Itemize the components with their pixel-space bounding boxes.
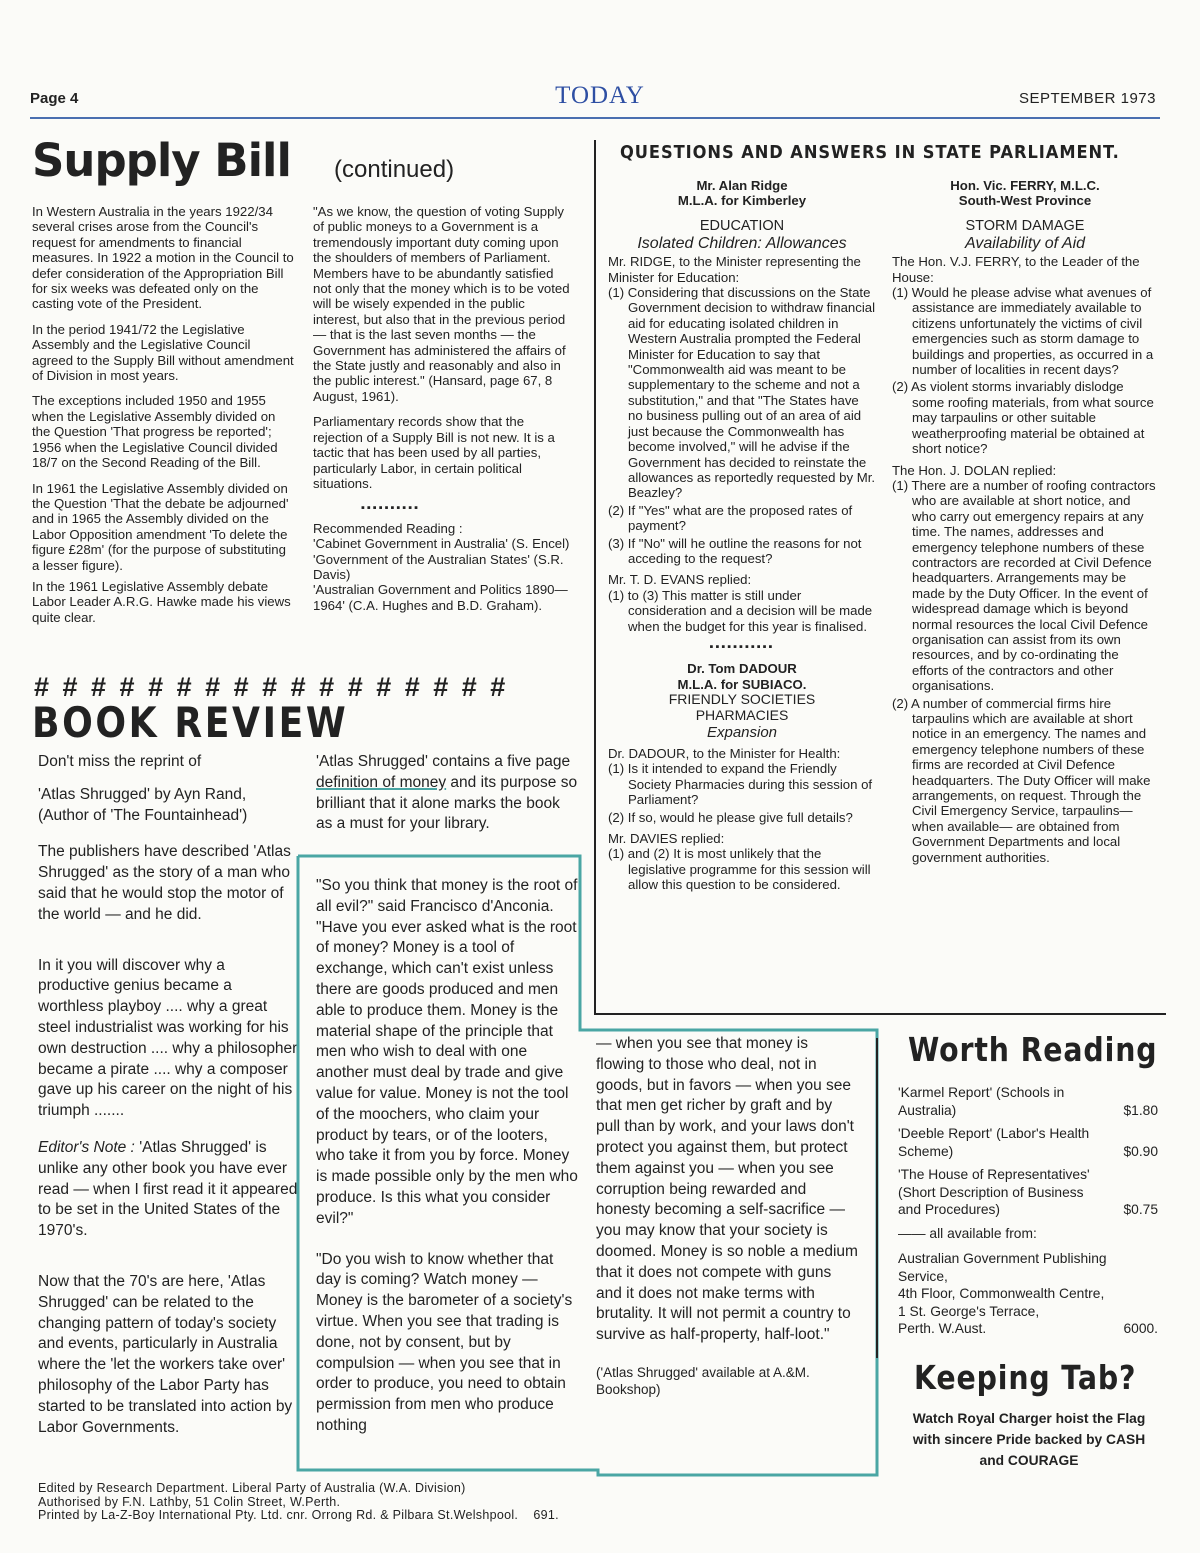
reply-list (608, 588, 876, 634)
item-name: 'Deeble Report' (Labor's Health Scheme) (898, 1126, 1090, 1159)
address-line: 1 St. George's Terrace, (898, 1303, 1040, 1319)
recommended-heading: Recommended Reading : (313, 520, 463, 536)
paragraph: In the 1961 Legislative Assembly debate Labor Leader A.R.G. Hawke made his views quite clear. (32, 578, 291, 625)
separator-dots: ▪▪▪▪▪▪▪▪▪▪▪ (709, 640, 775, 653)
paragraph: In Western Australia in the years 1922/34 several crises arose from the Council's request for amendments to financial measures. In 1922 a motion in the Council to defer consideration of the Appropriation Bill for six weeks was defeated only on the casting vote of the President. (32, 204, 294, 312)
member-seat: M.L.A. for SUBIACO. (677, 676, 807, 692)
question-list (608, 761, 876, 825)
qa-left-column (608, 178, 876, 899)
question-intro: Dr. DADOUR, to the Minister for Health: (608, 746, 841, 761)
page-number: Page 4 (30, 90, 79, 107)
recommended-item: 'Government of the Australian States' (S.R. Davis) (313, 551, 564, 582)
paragraph: In 1961 the Legislative Assembly divided on the Question 'That the debate be adjourned' and in 1965 the Assembly divided on the Labor Opposition amendment 'To delete the figure £28m' (for the purpose of substituting a lesser figure). (32, 480, 289, 573)
reply-list (892, 478, 1158, 865)
member-seat: South-West Province (958, 193, 1092, 209)
availability-note: ('Atlas Shrugged' available at A.&M. Bookshop) (596, 1364, 810, 1397)
member-name: Hon. Vic. FERRY, M.L.C. (950, 178, 1100, 193)
item-price: $1.80 (1123, 1102, 1158, 1118)
question: (2) If so, would he please give full details? (608, 809, 853, 825)
paragraph: The exceptions included 1950 and 1955 when the Legislative Assembly divided on the Question 'That progress be reported'; 1956 when the Legislative Council divided 18/7 on the Second Reading of the Bill. (32, 393, 278, 471)
item-name: 'The House of Representatives' (Short Description of Business and Procedures) (898, 1167, 1090, 1217)
footer (38, 1482, 559, 1523)
list-item (898, 1125, 1158, 1160)
question: (1) Is it intended to expand the Friendly Society Pharmacies during this session of Parliament? (608, 761, 873, 808)
reply: (1) and (2) It is most unlikely that the legislative programme for this session will allow this question to be considered. (608, 846, 871, 893)
recommended-item: 'Cabinet Government in Australia' (S. Encel) (313, 536, 570, 552)
subtopic: Expansion (706, 724, 778, 741)
masthead-title: TODAY (555, 82, 645, 109)
keeping-tab-title: Keeping Tab? (914, 1358, 1137, 1397)
available-from: —— all available from: (898, 1225, 1037, 1241)
definition-of-money-link: definition of money (316, 773, 447, 791)
footer-line: Edited by Research Department. Liberal Party of Australia (W.A. Division) (38, 1481, 466, 1495)
qa-title: QUESTIONS AND ANSWERS IN STATE PARLIAMENT. (620, 143, 1120, 163)
subtopic: Isolated Children: Allowances (637, 235, 847, 253)
footer-line (38, 1509, 559, 1523)
paragraph: In it you will discover why a productive genius became a worthless playboy .... why a great steel industrialist was working for his own destruction .... why a philosopher became a pirate .... why a composer gave up his career on the night of his triumph ....... (38, 956, 298, 1120)
keeping-tab-text: Watch Royal Charger hoist the Flag with sincere Pride backed by CASH and COURAGE (912, 1411, 1146, 1468)
member-name: Mr. Alan Ridge (696, 178, 788, 193)
footer-code: 691. (533, 1508, 559, 1522)
paragraph: 'Atlas Shrugged' by Ayn Rand, (Author of 'The Fountainhead') (38, 785, 248, 824)
editors-note-text: 'Atlas Shrugged' is unlike any other book you have ever read — when I first read it it appeared to be set in the United States of the 1970's. (38, 1138, 298, 1240)
text: 'Atlas Shrugged' contains a five page (316, 753, 571, 770)
reply: (1) to (3) This matter is still under consideration and a decision will be made when the budget for this year is finalised. (608, 587, 873, 634)
supply-bill-title: Supply Bill (32, 134, 291, 187)
quote: "So you think that money is the root of all evil?" said Francisco d'Anconia. "Have you ever asked what is the root of money? Money is a tool of exchange, which can't exist unless there are goods produced and men able to produce them. Money is the material shape of the principle that men who wish to deal with one another must deal by trade and give value for value. Money is not the tool of the moochers, who claim your product by tears, or of the looters, who take it from you by force. Money is made possible only by the men who produce. Is this what you consider evil?" (316, 877, 578, 1227)
text: and its purpose so brilliant that it alone marks the book as a must for your library. (316, 773, 578, 833)
topic: FRIENDLY SOCIETIES PHARMACIES (668, 691, 816, 723)
qa-left-rule (594, 140, 596, 1014)
footer-printer: Printed by La-Z-Boy International Pty. Ltd. cnr. Orrong Rd. & Pilbara St.Welshpool. (38, 1508, 519, 1522)
recommended-item: 'Australian Government and Politics 1890—1964' (C.A. Hughes and B.D. Graham). (313, 582, 568, 613)
question: (1) Considering that discussions on the State Government decision to withdraw financial aid for educating isolated children in Western Australia prompted the Federal Minister for Education to say that "Commonwealth aid was meant to be supplementary to the scheme and not a substitution," and that "The States have no business pulling out of an area of aid just because the Commonwealth has become involved," will he advise if the Government has decided to reinstate the allowances as reportedly requested by Mr. Beazley? (608, 285, 876, 501)
question: (3) If "No" will he outline the reasons for not acceding to the request? (608, 535, 862, 566)
question-list (608, 285, 876, 566)
member-seat: M.L.A. for Kimberley (677, 193, 807, 209)
worth-reading-list (898, 1084, 1158, 1338)
item-name: 'Karmel Report' (Schools in Australia) (898, 1085, 1065, 1118)
quote: "Do you wish to know whether that day is coming? Watch money —Money is the barometer of a society's virtue. When you see that trading is done, not by consent, but by compulsion — when you see that in order to produce, you need to obtain permission from men who produce nothing (316, 1250, 573, 1434)
question: (1) Would he please advise what avenues of assistance are immediately available to citizens unfortunately the victims of civil emergencies such as storm damage to buildings and properties, as occurred in a number of localities in recent days? (892, 285, 1154, 378)
separator-dots: ▪▪▪▪▪▪▪▪▪▪ (361, 502, 420, 515)
paragraph: Now that the 70's are here, 'Atlas Shrugged' can be related to the changing pattern of today's society and events, particularly in Australia where the 'let the workers take over' philosophy of the Labor Party has started to be translated into action by Labor Governments. (38, 1272, 293, 1436)
question-intro: The Hon. V.J. FERRY, to the Leader of the House: (892, 254, 1140, 285)
subtopic: Availability of Aid (964, 235, 1086, 253)
quote-block-1 (316, 876, 578, 1447)
reply-by: Mr. DAVIES replied: (608, 831, 725, 847)
topic: EDUCATION (699, 217, 785, 234)
footer-line: Authorised by F.N. Lathby, 51 Colin Street, W.Perth. (38, 1494, 341, 1509)
paragraph: The publishers have described 'Atlas Shrugged' as the story of a man who said that he would stop the motor of the world — and he did. (38, 843, 291, 923)
reply: (2) A number of commercial firms hire tarpaulins which are available at short notice in an emergency. The names and emergency telephone numbers of these firms are recorded at Civil Defence headquarters. The Duty Officer will make arrangements, on request. Through the Civil Emergency Service, tarpaulins—when available— are obtained from Government Departments and local government authorities. (892, 695, 1151, 865)
hash-separator: # # # # # # # # # # # # # # # # # (34, 672, 509, 702)
list-item (898, 1084, 1158, 1119)
quote: — when you see that money is flowing to those who deal, not in goods, but in favors — when you see that men get richer by graft and by pull than by work, and your laws don't protect you against them, but protect them against you — when you see corruption being rewarded and honesty becoming a self-sacrifice — you may know that your society is doomed. Money is so noble a medium that it does not compete with guns and it does not make terms with brutality. It will not permit a country to survive as half-property, half-loot." (596, 1035, 858, 1344)
paragraph: Parliamentary records show that the rejection of a Supply Bill is not new. It is a tactic that has been used by all parties, particularly Labor, in certain political situations. (313, 414, 555, 491)
address-line (898, 1320, 1158, 1338)
question-list (892, 285, 1158, 456)
qa-bottom-rule (594, 1013, 1166, 1015)
list-item (898, 1166, 1158, 1219)
publisher: Australian Government Publishing Service, (898, 1251, 1107, 1284)
question: (2) If "Yes" what are the proposed rates of payment? (608, 502, 853, 534)
paragraph: In the period 1941/72 the Legislative Assembly and the Legislative Council agreed to the Supply Bill without amendment of Division in most years. (32, 321, 294, 384)
book-review-title: BOOK REVIEW (32, 698, 349, 747)
member-name: Dr. Tom DADOUR (687, 661, 797, 677)
worth-reading-rule (876, 1038, 878, 1358)
supply-bill-continued: (continued) (334, 156, 455, 183)
address-line: 4th Floor, Commonwealth Centre, (898, 1286, 1105, 1301)
item-price: $0.90 (1123, 1143, 1158, 1159)
reply-list (608, 846, 876, 892)
qa-right-column (892, 178, 1158, 871)
paragraph: Don't miss the reprint of (38, 753, 202, 770)
city: Perth. W.Aust. (898, 1321, 987, 1336)
question-intro: Mr. RIDGE, to the Minister representing the Minister for Education: (608, 254, 861, 285)
question: (2) As violent storms invariably dislodge some roofing materials, from what source may tarpaulins or other suitable weatherproofing material be obtained at short notice? (892, 379, 1154, 457)
postcode: 6000. (1123, 1321, 1158, 1336)
reply-by: Mr. T. D. EVANS replied: (608, 572, 752, 588)
paragraph: "As we know, the question of voting Supply of public moneys to a Government is a tremendously important duty coming upon the shoulders of members of Parliament. Members have to be abundantly satisfied not only that the money which is to be voted will be wisely expended in the public interest, but also that in the previous period — that is the last seven months — the Government has administered the affairs of the State justly and reasonably and also in the public interest." (Hansard, page 67, 8 August, 1961). (313, 204, 570, 404)
worth-reading-title: Worth Reading (908, 1030, 1158, 1069)
quote-block-2 (596, 1034, 858, 1408)
editors-note-label: Editor's Note : (38, 1138, 135, 1156)
masthead-date: SEPTEMBER 1973 (1018, 90, 1156, 107)
reply: (1) There are a number of roofing contractors who are available at short notice, and who carry out emergency repairs at any time. The names, addresses and emergency telephone numbers of these contractors are recorded at Civil Defence headquarters. Arrangements may be made by the Duty Officer. In the event of widespread damage which is beyond normal resources the local Civil Defence organisation can assist from its own resources, and by co-ordinating the efforts of the contractors and other organisations. (892, 477, 1156, 694)
item-price: $0.75 (1123, 1202, 1158, 1217)
topic: STORM DAMAGE (965, 217, 1085, 234)
reply-by: The Hon. J. DOLAN replied: (892, 462, 1057, 478)
